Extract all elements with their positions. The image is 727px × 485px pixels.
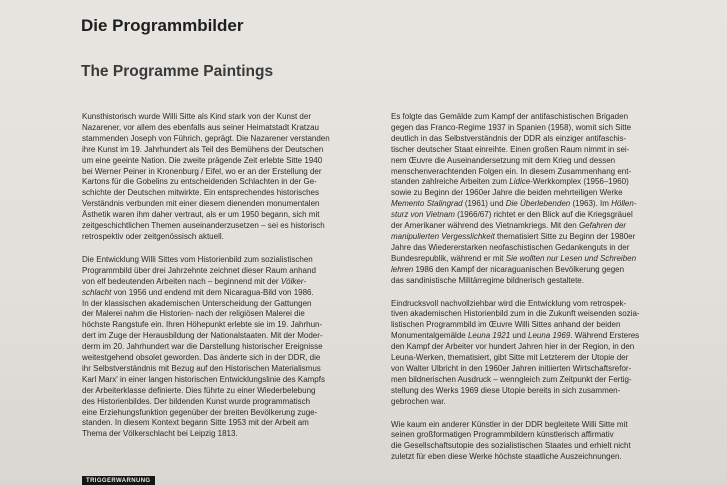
text-run: Die Entwicklung Willi Sittes vom Historienbild zum sozialistischen Programmbild über drei Jahrzehnte zeichnet dieser Raum anhand von elf bedeutenden Arbeiten nach – beginnend mit der (82, 254, 316, 286)
artwork-title: Gefahren der manipulierten Vergesslichkeit (391, 221, 627, 241)
page-title-english: The Programme Paintings (81, 63, 274, 80)
paragraph: Kunsthistorisch wurde Willi Sitte als Kind stark von der Kunst der Nazarener, vor allem des ebenfalls aus seiner Heimatstadt Kratzau stammenden Joseph von Führich, geprägt. Die Nazarener verstanden ihre Kunst im 19. Jahrhundert als Teil des Bemühens der Deutschen um eine geeinte Nation. Die zweite prägende Zeit erlebte Sitte 1940 bei Werner Peiner in Kronenburg / Eifel, wo er an der Erstellung der Kartons für die Gobelins zu entscheidenden Schlachten in der Ge- schichte der Deutschen mitwirkte. Ein entsprechendes historisches Verständnis verbunden mit einer diesem dienenden monumentalen Ästhetik waren ihm daher vertraut, als er um 1950 begann, sich mit zeitgeschichtlichen Themen auseinanderzusetzen – sei es historisch retrospektiv oder zeitgenössisch aktuell. (82, 112, 330, 241)
paragraph (391, 112, 673, 287)
text-run: (1966/67) richtet er den Blick auf die Kriegsgräuel der Amerikaner während des Vietnamkriegs. Mit den (391, 210, 633, 231)
artwork-title: Leuna 1921 (467, 331, 511, 341)
artwork-title: Leuna 1969 (528, 331, 571, 341)
text-column-right (391, 112, 673, 475)
text-column-left (82, 112, 364, 452)
page-title-german: Die Programmbilder (81, 16, 244, 35)
paragraph (82, 255, 364, 440)
text-run: (1961) und (462, 199, 506, 209)
text-run: 1986 den Kampf der nicaraguanischen Bevölkerung gegen das sandinistische Militärregime bildnerisch gestaltete. (391, 264, 625, 285)
text-run: . Während Ersteres den Kampf der Arbeiter vor hundert Jahren hier in der Region, in den Leuna-Werken, thematisiert, gibt Sitte mit Letzterem der Utopie der von Walter Ulbricht in den 1960er Jahren initiierten Wirtschaftsrefor- men bildnerischen Ausdruck – wenngleich zum Zeitpunkt der Fertig- stellung des Werks 1969 diese Utopie bereits in sich zusammen- gebrochen war. (391, 331, 640, 406)
artwork-title: Sie wollten nur Lesen und Schreiben lehren (391, 253, 637, 274)
artwork-title: Lidice (509, 177, 531, 187)
artwork-title: Höllen- sturz von Vietnam (391, 199, 637, 220)
paragraph: Wie kaum ein anderer Künstler in der DDR begleitete Willi Sitte mit seinen großformatigen Programmbildern künstlerisch affirmativ die Gesellschaftsutopie des sozialistischen Staates und erhielt nicht zuletzt für eben diese Werke höchste staatliche Auszeichnungen. (391, 419, 631, 462)
text-run: Eindrucksvoll nachvollziehbar wird die Entwicklung vom retrospek- tiven akademischen Historienbild zum in die Zukunft weisenden sozia- listischen Programmbild im Œuvre Willi Sittes anhand der beiden Monumentalgemälde (391, 298, 640, 341)
paragraph (391, 299, 673, 408)
artwork-title: Völker- schlacht (82, 276, 307, 297)
text-run: (1963). Im (570, 199, 612, 209)
text-run: thematisiert Sitte zu Beginn der 1980er Jahre das Wiedererstarken neofaschistischen Gedankenguts in der Bundesrepublik, während er mit (391, 231, 636, 263)
trigger-warning-badge: TRIGGERWARNUNG (82, 476, 155, 485)
artwork-title: Memento Stalingrad (391, 199, 463, 209)
text-run: -Werkkomplex (1956–1960) sowie zu Beginn der 1960er Jahre die beiden mehrteiligen Werke (391, 177, 629, 198)
text-run: Es folgte das Gemälde zum Kampf der antifaschistischen Brigaden gegen das Franco-Regime 1937 in Spanien (1958), womit sich Sitte deutlich in das Selbstverständnis der DDR als einziger antifaschis- tischer deutscher Staat einreihte. Einen großen Raum nimmt in sei- nem Œuvre die Auseinandersetzung mit dem Krieg und dessen menschenverachtenden Folgen ein. In diesem Zusammenhang ent- standen zahlreiche Arbeiten zum (391, 112, 632, 187)
text-run: und (510, 331, 528, 341)
text-run: von 1956 und endend mit dem Nicaragua-Bild von 1986. In der klassischen akademischen Unterscheidung der Gattungen der Malerei nahm die Historien- nach der religiösen Malerei die höchste Rangstufe ein. Ihren Höhepunkt erlebte sie im 19. Jahrhun- dert im Zuge der Herausbildung der Nationalstaaten. Mit der Moder- derm im 20. Jahrhundert war die Darstellung historischer Ereignisse weitestgehend obsolet geworden. Das änderte sich in der DDR, die ihr Selbstverständnis mit Bezug auf den Historischen Materialismus Karl Marx' in einer langen historischen Entwicklungslinie des Kampfs der Arbeiterklasse definierte. Dies führte zu einer Wiederbelebung des Historienbildes. Der bildenden Kunst wurde programmatisch eine Erziehungsfunktion gegenüber der breiten Bevölkerung zuge- standen. In diesem Kontext begann Sitte 1953 mit der Arbeit am Thema der Völkerschlacht bei Leipzig 1813. (82, 287, 325, 439)
artwork-title: Die Überlebenden (505, 199, 571, 209)
